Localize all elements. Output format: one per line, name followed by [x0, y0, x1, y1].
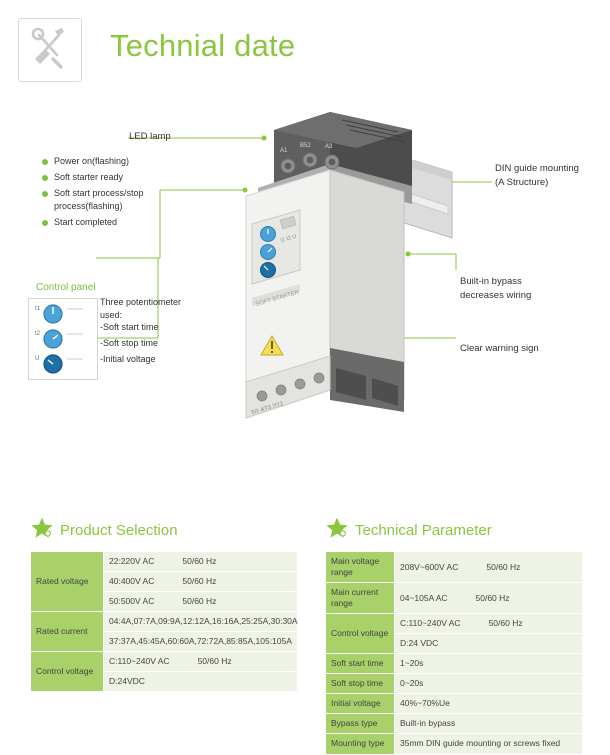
- row-value: C:110~240V AC 50/60 Hz: [395, 614, 583, 634]
- led-state-list: [42, 155, 197, 232]
- row-value: D:24VDC: [104, 672, 298, 692]
- page-title: Technial date: [110, 28, 296, 63]
- din-mounting-callout: [495, 162, 605, 190]
- svg-text:5/1 4/T3 7/T2: 5/1 4/T3 7/T2: [250, 401, 285, 416]
- table-row: [31, 612, 298, 632]
- technical-parameter-table: [325, 551, 583, 755]
- row-value: 35mm DIN guide mounting or screws fixed: [395, 734, 583, 754]
- list-item: Start completed: [42, 216, 197, 229]
- row-label: Soft stop time: [326, 674, 395, 694]
- table-row: [31, 652, 298, 672]
- row-label: Control voltage: [326, 614, 395, 654]
- table-row: [326, 614, 583, 634]
- din-mounting-line2: (A Structure): [495, 176, 549, 188]
- row-value: 0~20s: [395, 674, 583, 694]
- technical-parameter-header: [325, 515, 583, 545]
- table-row: [326, 694, 583, 714]
- row-value: 22:220V AC 50/60 Hz: [104, 552, 298, 572]
- table-row: [31, 552, 298, 572]
- svg-text:B52: B52: [300, 143, 311, 149]
- list-item: Power on(flashing): [42, 155, 197, 168]
- tools-icon: [18, 18, 82, 82]
- row-value: 40:400V AC 50/60 Hz: [104, 572, 298, 592]
- control-panel-detail: [28, 298, 98, 380]
- table-row: [326, 674, 583, 694]
- page-header: [0, 0, 610, 100]
- product-selection-section: [30, 515, 298, 692]
- row-value: Built-in bypass: [395, 714, 583, 734]
- row-value: 04~105A AC 50/60 Hz: [395, 583, 583, 614]
- control-panel-label: Control panel: [36, 282, 96, 293]
- row-label: Soft start time: [326, 654, 395, 674]
- list-item: -Soft stop time: [100, 337, 159, 348]
- product-selection-header: [30, 515, 298, 545]
- warning-sign-callout: Clear warning sign: [460, 343, 539, 354]
- svg-text:t1 t2 U: t1 t2 U: [279, 233, 298, 244]
- svg-text:U: U: [35, 356, 40, 362]
- row-label: Initial voltage: [326, 694, 395, 714]
- svg-text:t1: t1: [35, 306, 41, 312]
- svg-text:SOFT STARTER: SOFT STARTER: [254, 289, 300, 308]
- list-item: -Soft start time: [100, 322, 159, 332]
- table-row: [326, 654, 583, 674]
- row-label: Bypass type: [326, 714, 395, 734]
- star-icon: [30, 516, 54, 545]
- row-value: 208V~600V AC 50/60 Hz: [395, 552, 583, 583]
- list-item: Soft starter ready: [42, 171, 197, 184]
- row-label: Control voltage: [31, 652, 104, 692]
- svg-text:A3: A3: [325, 144, 333, 150]
- row-label: Mounting type: [326, 734, 395, 754]
- svg-text:t2: t2: [35, 331, 41, 337]
- din-mounting-line1: DIN guide mounting: [495, 163, 579, 174]
- row-label: Main current range: [326, 583, 395, 614]
- bypass-line2: decreases wiring: [460, 289, 532, 301]
- row-value: 1~20s: [395, 654, 583, 674]
- table-row: [326, 583, 583, 614]
- led-lamp-label: LED lamp: [129, 131, 171, 142]
- potentiometer-items: [100, 320, 159, 367]
- bypass-callout: [460, 275, 580, 303]
- list-item: Soft start process/stop process(flashing): [42, 187, 197, 213]
- row-value: D:24 VDC: [395, 634, 583, 654]
- product-diagram: [0, 100, 610, 500]
- three-potentiometer-label: Three potentiometer used:: [100, 297, 182, 321]
- row-value: 40%~70%Ue: [395, 694, 583, 714]
- svg-text:A1: A1: [280, 148, 288, 154]
- bypass-line1: Built-in bypass: [460, 276, 522, 287]
- list-item: -Initial voltage: [100, 353, 156, 364]
- row-value: C:110~240V AC 50/60 Hz: [104, 652, 298, 672]
- star-icon: [325, 516, 349, 545]
- row-label: Rated current: [31, 612, 104, 652]
- table-row: [326, 714, 583, 734]
- row-value: 50:500V AC 50/60 Hz: [104, 592, 298, 612]
- row-label: Main voltage range: [326, 552, 395, 583]
- row-value: 04:4A,07:7A,09:9A,12:12A,16:16A,25:25A,30:30A: [104, 612, 298, 632]
- row-value: 37:37A,45:45A,60:60A,72:72A,85:85A,105:105A: [104, 632, 298, 652]
- table-row: [326, 552, 583, 583]
- product-selection-table: [30, 551, 298, 692]
- product-selection-title: Product Selection: [60, 521, 178, 539]
- technical-parameter-section: [325, 515, 583, 755]
- technical-parameter-title: Technical Parameter: [355, 521, 492, 539]
- row-label: Rated voltage: [31, 552, 104, 612]
